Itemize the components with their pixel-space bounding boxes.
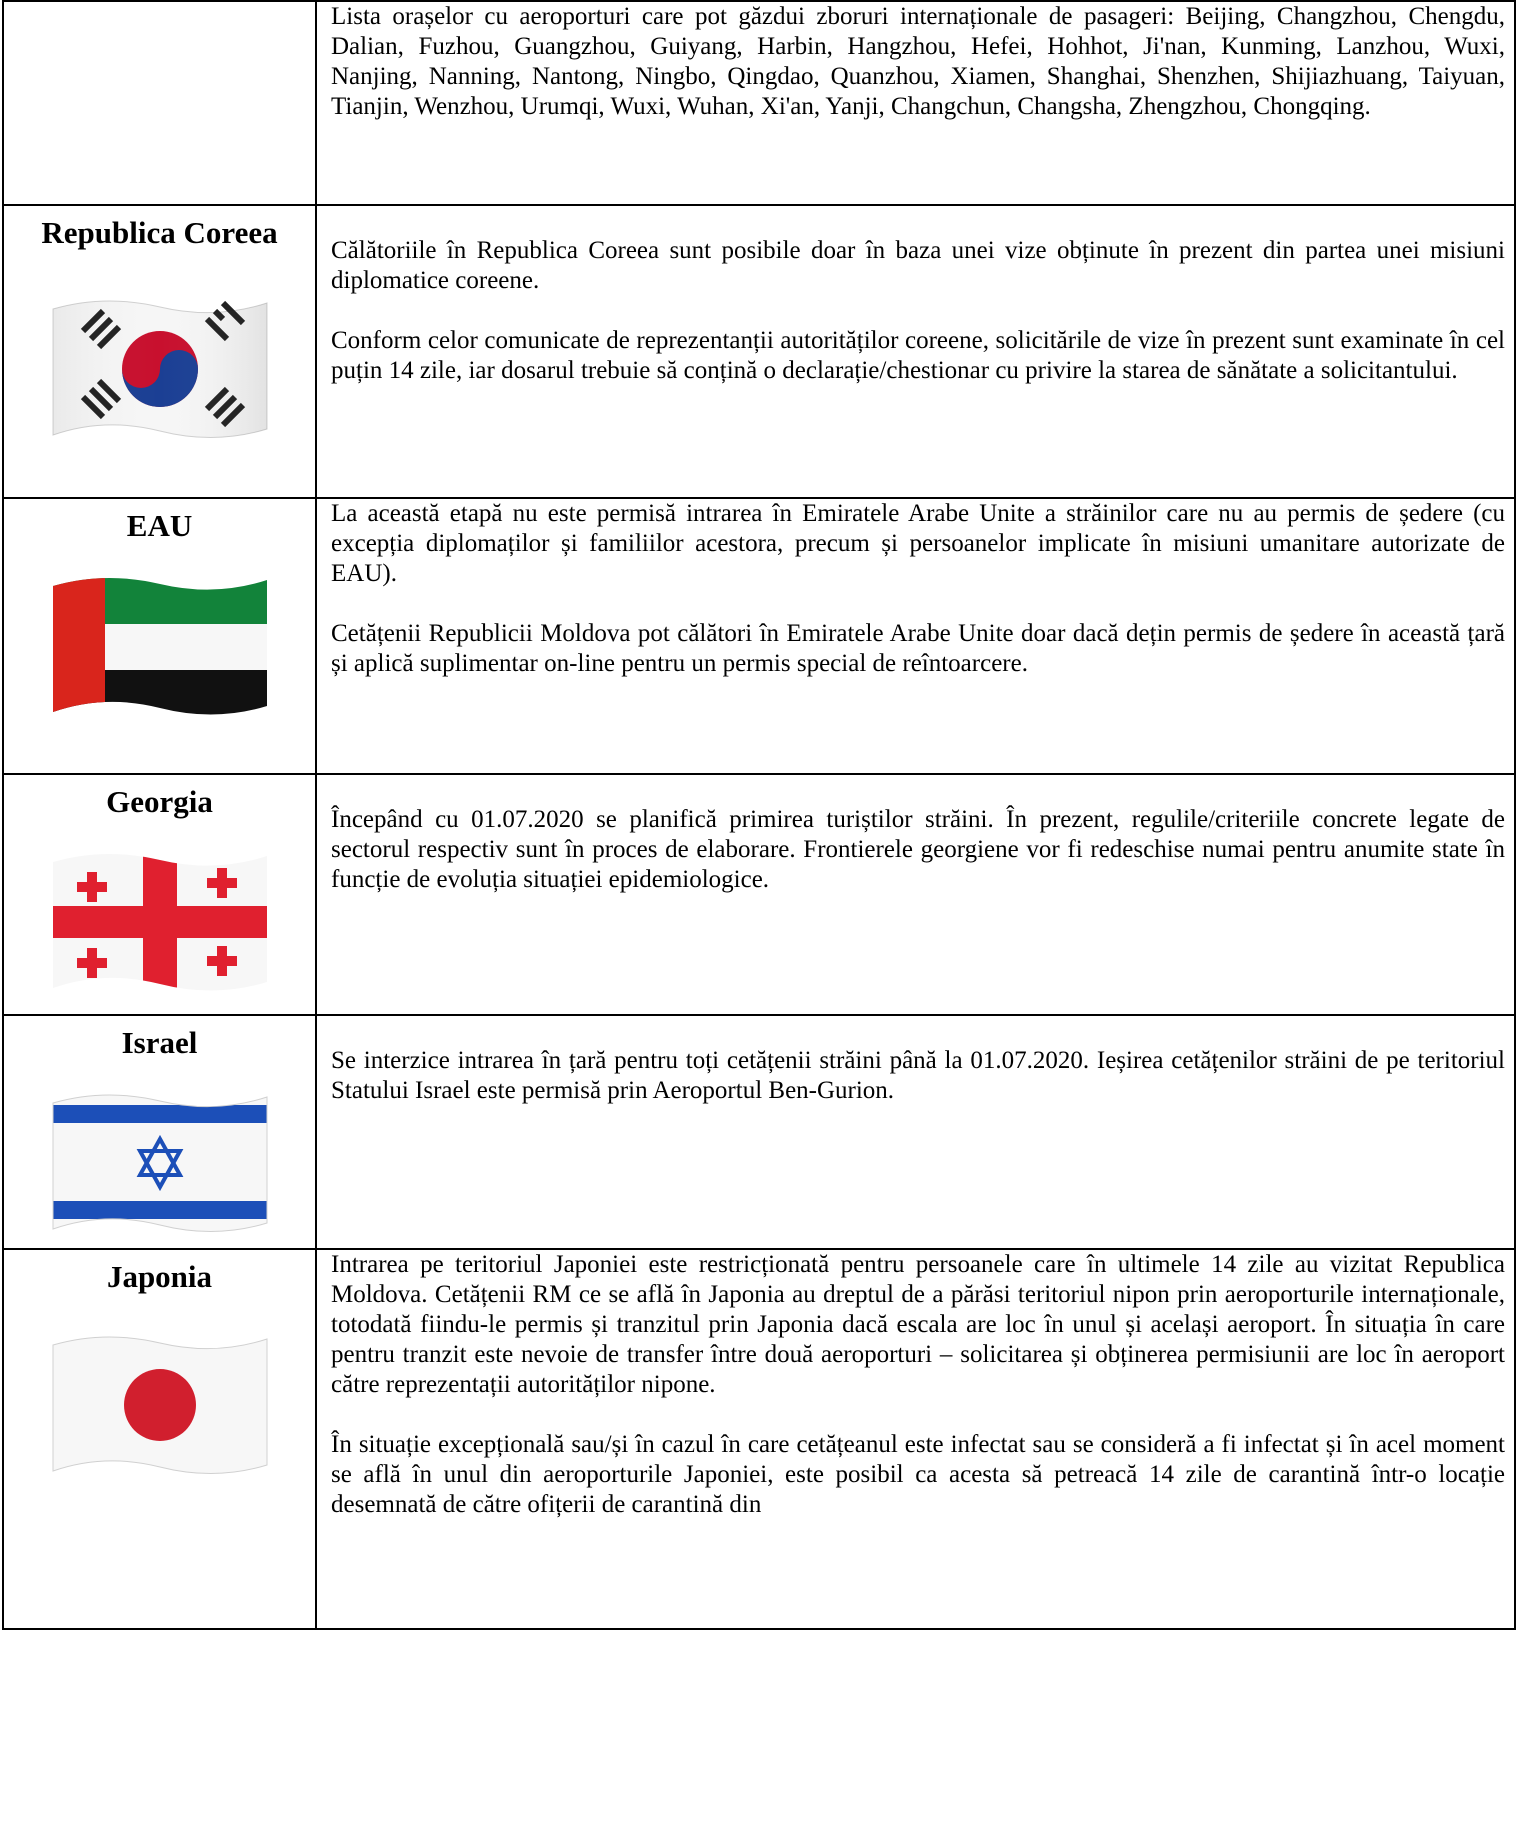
south-korea-flag-icon bbox=[45, 289, 275, 449]
country-cell-empty bbox=[3, 1, 316, 205]
georgia-flag-icon bbox=[45, 842, 275, 1002]
info-paragraph: Intrarea pe teritoriul Japoniei este restricționată pentru persoanele care în ultimele 14 zile au vizitat Republica Moldova. Cetățenii RM ce se află în Japonia au dreptul de a părăsi teritoriul nipon prin aeroporturile internaționale, totodată fiindu-le permis și tranzitul prin Japonia dacă escala are loc în unul și același aeroport. În situația în care pentru tranzit este nevoie de transfer între două aeroporturi – solicitarea și obținerea permisiunii are loc în aeroport către reprezentații autorităților nipone. bbox=[331, 1251, 1505, 1398]
israel-flag-icon bbox=[45, 1083, 275, 1243]
info-cell bbox=[316, 1249, 1515, 1629]
japan-flag-icon bbox=[45, 1325, 275, 1485]
country-cell bbox=[3, 498, 316, 774]
info-paragraph: În situație excepțională sau/și în cazul în care cetățeanul este infectat sau se consideră a fi infectat și în acel moment se află în unul din aeroporturile Japoniei, este posibil ca acesta să petreacă 14 zile de carantină într-o locație desemnată de către ofițerii de carantină din bbox=[331, 1431, 1505, 1518]
country-cell bbox=[3, 774, 316, 1015]
info-paragraph: La această etapă nu este permisă intrarea în Emiratele Arabe Unite a străinilor care nu au permis de ședere (cu excepția diplomaților și familiilor acestora, precum și persoanelor implicate în misiuni umanitare autorizate de EAU). bbox=[331, 500, 1505, 587]
info-paragraph: Se interzice intrarea în țară pentru toți cetățenii străini până la 01.07.2020. Ieșirea cetățenilor străini de pe teritoriul Statului Israel este permisă prin Aeroportul Ben-Gurion. bbox=[331, 1047, 1505, 1104]
country-name: Japonia bbox=[106, 1259, 213, 1294]
country-name: Republica Coreea bbox=[41, 215, 278, 250]
country-name: Georgia bbox=[106, 784, 213, 819]
uae-flag-icon bbox=[45, 566, 275, 726]
info-paragraph: Începând cu 01.07.2020 se planifică primirea turiștilor străini. În prezent, regulile/criteriile concrete legate de sectorul respectiv sunt în proces de elaborare. Frontierele georgiene vor fi redeschise numai pentru anumite state în funcție de evoluția situației epidemiologice. bbox=[331, 806, 1505, 893]
country-name: Israel bbox=[121, 1025, 198, 1060]
table-row-israel bbox=[3, 1015, 1515, 1249]
info-cell bbox=[316, 205, 1515, 498]
country-cell bbox=[3, 1015, 316, 1249]
document-page bbox=[2, 0, 1514, 1630]
country-name: EAU bbox=[126, 508, 193, 543]
info-paragraph: Lista orașelor cu aeroporturi care pot găzdui zboruri internaționale de pasageri: Beijing, Changzhou, Chengdu, Dalian, Fuzhou, Guangzhou, Guiyang, Harbin, Hangzhou, Hefei, Hohhot, Ji'nan, Kunming, Lanzhou, Wuxi, Nanjing, Nanning, Nantong, Ningbo, Qingdao, Quanzhou, Xiamen, Shanghai, Shenzhen, Shijiazhuang, Taiyuan, Tianjin, Wenzhou, Urumqi, Wuxi, Wuhan, Xi'an, Yanji, Changchun, Changsha, Zhengzhou, Chongqing. bbox=[331, 3, 1505, 120]
country-cell bbox=[3, 1249, 316, 1629]
table-row-china-airports bbox=[3, 1, 1515, 205]
info-paragraph: Cetățenii Republicii Moldova pot călători în Emiratele Arabe Unite doar dacă dețin permis de ședere în această țară și aplică suplimentar on-line pentru un permis special de reîntoarcere. bbox=[331, 620, 1505, 677]
info-cell bbox=[316, 498, 1515, 774]
country-cell bbox=[3, 205, 316, 498]
table-row-uae bbox=[3, 498, 1515, 774]
info-cell bbox=[316, 1, 1515, 205]
travel-restrictions-table bbox=[2, 0, 1516, 1630]
table-row-georgia bbox=[3, 774, 1515, 1015]
table-row-japan bbox=[3, 1249, 1515, 1629]
info-paragraph: Călătoriile în Republica Coreea sunt posibile doar în baza unei vize obținute în prezent din partea unei misiuni diplomatice coreene. bbox=[331, 237, 1505, 294]
info-paragraph: Conform celor comunicate de reprezentanții autorităților coreene, solicitările de vize în prezent sunt examinate în cel puțin 14 zile, iar dosarul trebuie să conțină o declarație/chestionar cu privire la starea de sănătate a solicitantului. bbox=[331, 327, 1505, 384]
table-row-korea bbox=[3, 205, 1515, 498]
info-cell bbox=[316, 774, 1515, 1015]
info-cell bbox=[316, 1015, 1515, 1249]
